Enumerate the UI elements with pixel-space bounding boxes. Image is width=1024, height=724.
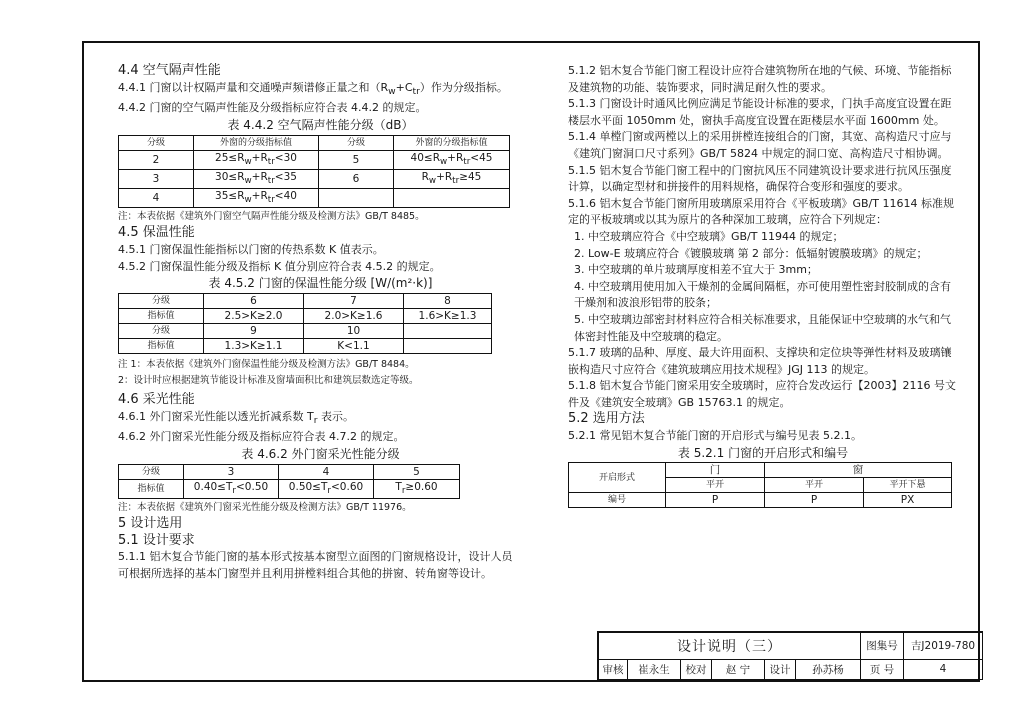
table-4-6-2-caption: 表 4.6.2 外门窗采光性能分级 <box>241 446 400 461</box>
table-cell: 4 <box>279 464 374 479</box>
table-cell: 指标值 <box>119 479 184 498</box>
table-row <box>569 463 952 478</box>
table-cell <box>404 338 492 353</box>
table-cell: 2.0>K≥1.6 <box>304 308 404 323</box>
table-cell: 分级 <box>119 464 184 479</box>
table-cell: 2.5>K≥2.0 <box>204 308 304 323</box>
table-cell: $0.40\le T_r<0.50$ <box>184 479 279 498</box>
checker-name: 赵 宁 <box>712 659 765 679</box>
table-cell: $25\le R_w+R_{tr}<30$ <box>194 150 319 169</box>
glass-item-3: 3. 中空玻璃的单片玻璃厚度相差不宜大于 3mm； <box>574 263 818 277</box>
table-cell: P <box>666 493 765 508</box>
table-cell: $R_w+R_{tr}\ge 45$ <box>394 169 510 188</box>
table-cell: 开启形式 <box>569 463 666 493</box>
clause-4-5-2: 4.5.2 门窗保温性能分级及指标 K 值分别应符合表 4.5.2 的规定。 <box>118 259 441 273</box>
table-row <box>119 293 492 308</box>
designer-name: 孙苏杨 <box>796 659 861 679</box>
clause-4-4-2: 4.4.2 门窗的空气隔声性能及分级指标应符合表 4.4.2 的规定。 <box>118 101 427 115</box>
table-4-5-2 <box>118 293 492 354</box>
reviewer-name: 崔永生 <box>628 659 681 679</box>
table-cell <box>394 188 510 207</box>
section-4-6-title: 4.6 采光性能 <box>118 392 195 407</box>
clause-4-6-2: 4.6.2 外门窗采光性能分级及指标应符合表 4.7.2 的规定。 <box>118 430 405 444</box>
table-row <box>119 150 510 169</box>
drawing-title: 设计说明（三） <box>599 633 861 660</box>
table-cell: 2 <box>119 150 194 169</box>
table-cell: 6 <box>204 293 304 308</box>
table-cell: P <box>765 493 864 508</box>
table-4-4-2-caption: 表 4.4.2 空气隔声性能分级（dB） <box>227 117 414 132</box>
table-cell <box>319 188 394 207</box>
table-cell: PX <box>864 493 952 508</box>
atlas-label: 图集号 <box>861 633 904 660</box>
table-cell: 10 <box>304 323 404 338</box>
table-4-6-2 <box>118 464 460 499</box>
table-cell: $40\le R_w+R_{tr}<45$ <box>394 150 510 169</box>
section-5-2-title: 5.2 选用方法 <box>568 411 645 427</box>
table-4-6-2-note: 注：本表依据《建筑外门窗采光性能分级及检测方法》GB/T 11976。 <box>118 501 412 513</box>
clause-5-1-5: 5.1.5 铝木复合节能门窗工程中的门窗抗风压不同建筑设计要求进行抗风压强度计算，以确定型材和拼接件的用料规格，确保符合变形和强度的要求。 <box>568 163 952 194</box>
table-cell: 5 <box>374 464 460 479</box>
clause-5-2-1: 5.2.1 常见铝木复合节能门窗的开启形式与编号见表 5.2.1。 <box>568 429 862 443</box>
table-5-2-1 <box>568 462 952 508</box>
page-label: 页 号 <box>861 659 904 679</box>
clause-5-1-6: 5.1.6 铝木复合节能门窗所用玻璃原采用符合《平板玻璃》GB/T 11614 标准规定的平板玻璃或以其为原片的各种深加工玻璃，应符合下列规定： <box>568 196 954 227</box>
clause-4-4-1: 4.4.1 门窗以计权隔声量和交通噪声频谱修正量之和$(R_w+C_{tr})$作为分级指标。 <box>118 80 508 97</box>
table-header-cell: 外窗的分级指标值 <box>394 135 510 150</box>
table-header-row <box>119 135 510 150</box>
table-4-4-2-note: 注：本表依据《建筑外门窗空气隔声性能分级及检测方法》GB/T 8485。 <box>118 210 425 222</box>
table-cell: 分级 <box>119 323 204 338</box>
table-cell: 指标值 <box>119 338 204 353</box>
table-cell: 分级 <box>119 293 204 308</box>
title-block-table <box>598 632 983 680</box>
table-row <box>119 464 460 479</box>
clause-5-1-2: 5.1.2 铝木复合节能门窗工程设计应符合建筑物所在地的气候、环境、节能指标及建筑物的功能、装饰要求，同时满足耐久性的要求。 <box>568 64 952 94</box>
table-row <box>119 338 492 353</box>
table-cell: 6 <box>319 169 394 188</box>
glass-item-4: 4. 中空玻璃用使用加入干燥剂的金属间隔框，亦可使用塑性密封胶制成的含有干燥剂和波浪形铝带的胶条； <box>574 279 951 310</box>
page-number: 4 <box>904 659 983 679</box>
table-row <box>569 493 952 508</box>
table-cell: 1.3>K≥1.1 <box>204 338 304 353</box>
section-4-5-title: 4.5 保温性能 <box>118 225 195 241</box>
table-row <box>119 479 460 498</box>
table-cell: 平开 <box>765 478 864 493</box>
table-cell: K<1.1 <box>304 338 404 353</box>
table-cell: $0.50\le T_r<0.60$ <box>279 479 374 498</box>
table-cell: $35\le R_w+R_{tr}<40$ <box>194 188 319 207</box>
design-label: 设计 <box>765 659 796 679</box>
table-cell: 编号 <box>569 493 666 508</box>
clause-5-1-8: 5.1.8 铝木复合节能门窗采用安全玻璃时，应符合发改运行【2003】2116 号文件及《建筑安全玻璃》GB 15763.1 的规定。 <box>568 379 956 409</box>
table-cell: $30\le R_w+R_{tr}<35$ <box>194 169 319 188</box>
table-cell <box>404 323 492 338</box>
table-cell: 7 <box>304 293 404 308</box>
table-cell: 窗 <box>765 463 952 478</box>
section-5-1-title: 5.1 设计要求 <box>118 532 195 548</box>
table-cell: 门 <box>666 463 765 478</box>
table-row <box>119 323 492 338</box>
section-5-title: 5 设计选用 <box>118 516 183 532</box>
table-header-cell: 外窗的分级指标值 <box>194 135 319 150</box>
table-cell: 平开下悬 <box>864 478 952 493</box>
glass-item-5: 5. 中空玻璃边部密封材料应符合相关标准要求，且能保证中空玻璃的水气和气体密封性能及中空玻璃的稳定。 <box>574 312 951 343</box>
table-header-cell: 分级 <box>119 135 194 150</box>
table-cell: 8 <box>404 293 492 308</box>
table-cell: $T_r\ge 0.60$ <box>374 479 460 498</box>
clause-5-1-1: 5.1.1 铝木复合节能门窗的基本形式按基本窗型立面图的门窗规格设计，设计人员可根据所选择的基本门窗型并且利用拼樘料组合其他的拼窗、转角窗等设计。 <box>118 550 513 581</box>
clause-5-1-7: 5.1.7 玻璃的品种、厚度、最大许用面积、支撑块和定位块等弹性材料及玻璃镶嵌构造尺寸应符合《建筑玻璃应用技术规程》JGJ 113 的规定。 <box>568 346 952 376</box>
table-header-cell: 分级 <box>319 135 394 150</box>
section-4-4-title: 4.4 空气隔声性能 <box>118 63 221 78</box>
table-cell: 3 <box>119 169 194 188</box>
table-4-4-2 <box>118 135 510 208</box>
right-column <box>568 63 958 509</box>
table-cell: 平开 <box>666 478 765 493</box>
table-row <box>119 188 510 207</box>
table-row <box>119 308 492 323</box>
clause-4-6-1: 4.6.1 外门窗采光性能以透光折减系数 $T_r$ 表示。 <box>118 409 354 426</box>
table-cell: 3 <box>184 464 279 479</box>
table-4-5-2-note-2: 2：设计时应根据建筑节能设计标准及窗墙面积比和建筑层数选定等级。 <box>118 375 419 387</box>
check-label: 校对 <box>681 659 712 679</box>
title-block-row <box>599 659 983 679</box>
clause-5-1-3: 5.1.3 门窗设计时通风比例应满足节能设计标准的要求，门执手高度宜设置在距楼层水平面 1050mm 处，窗执手高度宜设置在距楼层水平面 1600mm 处。 <box>568 97 952 127</box>
clause-5-1-4: 5.1.4 单樘门窗或两樘以上的采用拼樘连接组合的门窗，其宽、高构造尺寸应与《建筑门窗洞口尺寸系列》GB/T 5824 中规定的洞口宽、高构造尺寸相协调。 <box>568 130 952 160</box>
table-4-5-2-caption: 表 4.5.2 门窗的保温性能分级 [W/(m²·k)] <box>208 276 433 291</box>
table-cell: 1.6>K≥1.3 <box>404 308 492 323</box>
title-block-row <box>599 633 983 660</box>
glass-item-1: 1. 中空玻璃应符合《中空玻璃》GB/T 11944 的规定； <box>574 229 844 243</box>
clause-4-5-1: 4.5.1 门窗保温性能指标以门窗的传热系数 K 值表示。 <box>118 243 384 257</box>
table-row <box>119 169 510 188</box>
table-cell: 指标值 <box>119 308 204 323</box>
table-4-5-2-note-1: 注 1：本表依据《建筑外门窗保温性能分级及检测方法》GB/T 8484。 <box>118 358 415 370</box>
atlas-number: 吉J2019-780 <box>904 633 983 660</box>
title-block <box>597 631 983 680</box>
table-cell: 5 <box>319 150 394 169</box>
table-5-2-1-caption: 表 5.2.1 门窗的开启形式和编号 <box>677 445 849 460</box>
drawing-sheet <box>82 41 980 682</box>
table-cell: 4 <box>119 188 194 207</box>
glass-item-2: 2. Low-E 玻璃应符合《镀膜玻璃 第 2 部分：低辐射镀膜玻璃》的规定； <box>574 246 928 260</box>
left-column <box>118 63 523 583</box>
table-cell: 9 <box>204 323 304 338</box>
review-label: 审核 <box>599 659 628 679</box>
